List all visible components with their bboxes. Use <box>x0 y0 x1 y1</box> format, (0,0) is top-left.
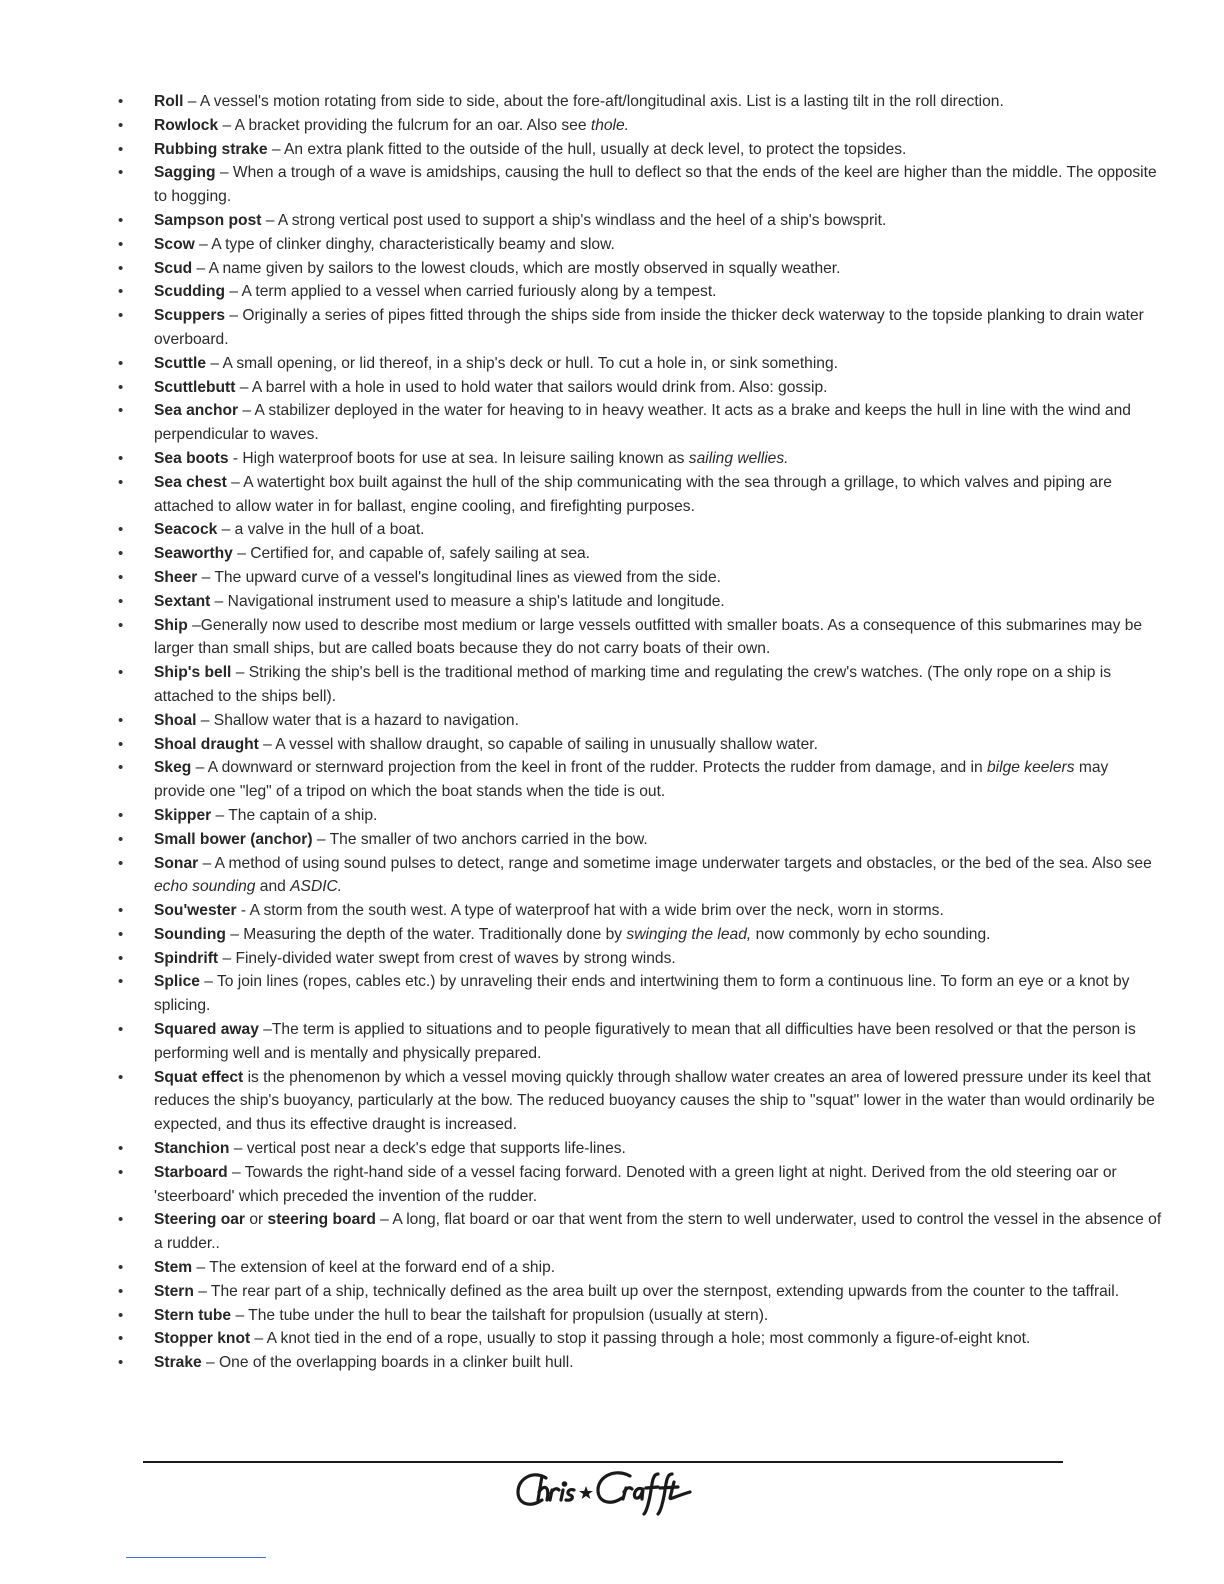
glossary-definition: – The upward curve of a vessel's longitudinal lines as viewed from the side. <box>197 568 721 586</box>
glossary-term: Sea anchor <box>154 402 239 420</box>
glossary-definition: – A vessel's motion rotating from side to side, about the fore-aft/longitudinal axis. List is a lasting tilt in the roll direction. <box>183 93 1004 110</box>
glossary-definition: – Certified for, and capable of, safely sailing at sea. <box>232 545 591 563</box>
glossary-definition: –Generally now used to describe most medium or large vessels outfitted with smaller boats. As a consequence of this submarines may be larger than small ships, but are called boats because they do not carry boats of their own. <box>154 616 1143 658</box>
glossary-definition: – Striking the ship's bell is the traditional method of marking time and regulating the crew's watches. (The only rope on a ship is attached to the ships bell). <box>154 664 1112 705</box>
glossary-definition: – A small opening, or lid thereof, in a ship's deck or hull. To cut a hole in, or sink something. <box>206 354 838 372</box>
glossary-item <box>118 280 1163 304</box>
glossary-term: Sagging <box>154 164 216 182</box>
glossary-item <box>118 447 1163 471</box>
glossary-definition: – vertical post near a deck's edge that supports life-lines. <box>229 1140 626 1158</box>
glossary-definition: – The extension of keel at the forward end of a ship. <box>192 1259 556 1277</box>
glossary-definition: – Finely-divided water swept from crest of waves by strong winds. <box>218 949 676 967</box>
glossary-term: Shoal <box>154 711 197 729</box>
glossary-definition: – a valve in the hull of a boat. <box>217 521 425 539</box>
glossary-item <box>118 209 1163 233</box>
glossary-term: Scud <box>154 259 193 277</box>
glossary-term: Squared away <box>154 1021 259 1039</box>
glossary-item <box>118 566 1163 590</box>
glossary-item <box>118 947 1163 971</box>
glossary-term: Shoal draught <box>154 735 259 753</box>
glossary-definition: – A strong vertical post used to support a ship's windlass and the heel of a ship's bowsprit. <box>261 211 887 229</box>
glossary-term: Seacock <box>154 521 218 539</box>
glossary-term: Ship's bell <box>154 664 232 682</box>
glossary-item <box>118 518 1163 542</box>
glossary-definition: - High waterproof boots for use at sea. In leisure sailing known as <box>228 449 689 467</box>
glossary-definition: – A stabilizer deployed in the water for heaving to in heavy weather. It acts as a brake and keeps the hull in line with the wind and perpendicular to waves. <box>154 402 1131 444</box>
glossary-term: Skipper <box>154 806 212 824</box>
glossary-term: Stern <box>154 1282 194 1300</box>
underline-mark <box>126 1557 266 1558</box>
glossary-term: Stanchion <box>154 1140 230 1158</box>
glossary-italic-ref: sailing wellies. <box>688 449 789 467</box>
glossary-term: Spindrift <box>154 949 219 967</box>
glossary-definition: – A knot tied in the end of a rope, usually to stop it passing through a hole; most commonly a figure-of-eight knot. <box>250 1330 1031 1348</box>
glossary-term: Rubbing strake <box>154 140 268 158</box>
glossary-item <box>118 1304 1163 1328</box>
glossary-definition: – One of the overlapping boards in a clinker built hull. <box>201 1354 574 1372</box>
glossary-italic-ref: swinging the lead, <box>626 925 752 943</box>
glossary-item <box>118 90 1163 114</box>
glossary-definition: – Originally a series of pipes fitted through the ships side from inside the thicker deck waterway to the topside planking to drain water overboard. <box>154 307 1144 348</box>
glossary-term: Stern tube <box>154 1306 232 1324</box>
glossary-item <box>118 1137 1163 1161</box>
glossary-definition: – Shallow water that is a hazard to navigation. <box>196 711 519 729</box>
glossary-item <box>118 804 1163 828</box>
glossary-item <box>118 899 1163 923</box>
glossary-definition: – A method of using sound pulses to detect, range and sometime image underwater targets and obstacles, or the bed of the sea. Also see <box>198 854 1152 872</box>
glossary-definition: may provide one "leg" of a tripod on which the boat stands when the tide is out. <box>154 759 1109 801</box>
glossary-item <box>118 114 1163 138</box>
glossary-list <box>118 90 1163 1375</box>
glossary-term: Splice <box>154 973 200 991</box>
glossary-definition: now commonly by echo sounding. <box>751 925 991 943</box>
glossary-item <box>118 304 1163 352</box>
glossary-term: Small bower (anchor) <box>154 830 313 848</box>
glossary-item <box>118 970 1163 1018</box>
glossary-term: Ship <box>154 616 188 634</box>
glossary-definition: – An extra plank fitted to the outside of the hull, usually at deck level, to protect the topsides. <box>267 140 907 158</box>
glossary-definition: –The term is applied to situations and to people figuratively to mean that all difficulties have been resolved or that the person is performing well and is mentally and physically prepared. <box>154 1021 1136 1062</box>
glossary-item <box>118 923 1163 947</box>
glossary-definition: – A term applied to a vessel when carried furiously along by a tempest. <box>225 283 717 301</box>
glossary-term: Scuttlebutt <box>154 378 236 396</box>
glossary-term: Roll <box>154 93 184 110</box>
glossary-term: Steering oar <box>154 1211 245 1229</box>
glossary-term: steering board <box>267 1211 376 1229</box>
glossary-item <box>118 1280 1163 1304</box>
glossary-definition: – A bracket providing the fulcrum for an oar. Also see <box>218 116 591 134</box>
glossary-italic-ref: thole. <box>590 116 630 134</box>
glossary-item <box>118 233 1163 257</box>
glossary-definition: is the phenomenon by which a vessel moving quickly through shallow water creates an area of lowered pressure under its keel that reduces the ship's buoyancy, particularly at the bow. The reduced buoyancy causes the ship to "squat" lower in the water than would ordinarily be expected, and thus its effective draught is increased. <box>154 1068 1155 1134</box>
glossary-item <box>118 257 1163 281</box>
glossary-term: Stopper knot <box>154 1330 251 1348</box>
glossary-item <box>118 352 1163 376</box>
glossary-item <box>118 614 1163 662</box>
glossary-item <box>118 471 1163 519</box>
glossary-definition: – The smaller of two anchors carried in the bow. <box>312 830 648 848</box>
glossary-definition: – A name given by sailors to the lowest clouds, which are mostly observed in squally weather. <box>192 259 841 277</box>
glossary-term: Stem <box>154 1259 193 1277</box>
glossary-definition: – The rear part of a ship, technically defined as the area built up over the sternpost, extending upwards from the counter to the taffrail. <box>193 1282 1120 1300</box>
glossary-term: Sou'wester <box>154 902 237 920</box>
glossary-term: Sea chest <box>154 473 227 491</box>
glossary-term: Sounding <box>154 925 226 943</box>
glossary-item <box>118 1327 1163 1351</box>
glossary-item <box>118 590 1163 614</box>
glossary-term: Scuppers <box>154 307 226 325</box>
glossary-italic-ref: echo sounding <box>154 878 256 896</box>
glossary-item <box>118 828 1163 852</box>
glossary-item <box>118 542 1163 566</box>
glossary-item <box>118 1256 1163 1280</box>
glossary-term: Sampson post <box>154 211 262 229</box>
chris-craft-logo <box>512 1466 702 1518</box>
glossary-item <box>118 138 1163 162</box>
glossary-definition: – A watertight box built against the hull of the ship communicating with the sea through a grillage, to which valves and piping are attached to allow water in for ballast, engine cooling, and firefighting purposes. <box>154 473 1112 515</box>
glossary-item <box>118 756 1163 804</box>
glossary-definition: - A storm from the south west. A type of waterproof hat with a wide brim over the neck, worn in storms. <box>236 902 944 920</box>
glossary-term: Squat effect <box>154 1068 244 1086</box>
glossary-item <box>118 399 1163 447</box>
glossary-item <box>118 161 1163 209</box>
glossary-definition: – When a trough of a wave is amidships, causing the hull to deflect so that the ends of the keel are higher than the middle. The opposite to hogging. <box>154 164 1157 206</box>
glossary-item <box>118 852 1163 900</box>
glossary-definition: – Navigational instrument used to measure a ship's latitude and longitude. <box>210 592 725 610</box>
glossary-definition: or <box>245 1211 268 1229</box>
glossary-italic-ref: bilge keelers <box>987 759 1075 777</box>
glossary-definition: – A vessel with shallow draught, so capable of sailing in unusually shallow water. <box>258 735 818 753</box>
glossary-item <box>118 709 1163 733</box>
glossary-term: Seaworthy <box>154 545 233 563</box>
glossary-item <box>118 1018 1163 1066</box>
glossary-item <box>118 733 1163 757</box>
glossary-term: Rowlock <box>154 116 219 134</box>
glossary-item <box>118 1161 1163 1209</box>
glossary-italic-ref: ASDIC. <box>290 878 343 896</box>
glossary-term: Scuttle <box>154 354 206 372</box>
glossary-term: Scow <box>154 235 195 253</box>
glossary-term: Sonar <box>154 854 199 872</box>
glossary-term: Scudding <box>154 283 226 301</box>
glossary-term: Sextant <box>154 592 211 610</box>
glossary-definition: – A barrel with a hole in used to hold water that sailors would drink from. Also: gossip. <box>235 378 828 396</box>
glossary-term: Skeg <box>154 759 192 777</box>
glossary-definition: – The tube under the hull to bear the tailshaft for propulsion (usually at stern). <box>231 1306 769 1324</box>
footer-divider <box>143 1461 1063 1463</box>
glossary-definition: – A downward or sternward projection from the keel in front of the rudder. Protects the rudder from damage, and in <box>191 759 987 777</box>
glossary-item <box>118 1208 1163 1256</box>
glossary-term: Starboard <box>154 1163 228 1181</box>
glossary-definition: – The captain of a ship. <box>211 806 378 824</box>
glossary-term: Strake <box>154 1354 202 1372</box>
glossary-definition: – A long, flat board or oar that went from the stern to well underwater, used to control the vessel in the absence of a rudder.. <box>154 1211 1162 1253</box>
glossary-item <box>118 1351 1163 1375</box>
glossary-item <box>118 1066 1163 1137</box>
glossary-definition: – A type of clinker dinghy, characteristically beamy and slow. <box>194 235 615 253</box>
glossary-definition: – To join lines (ropes, cables etc.) by unraveling their ends and intertwining them to form a continuous line. To form an eye or a knot by splicing. <box>154 973 1130 1015</box>
glossary-term: Sheer <box>154 568 198 586</box>
glossary-definition: and <box>255 878 291 896</box>
glossary-item <box>118 661 1163 709</box>
glossary-item <box>118 376 1163 400</box>
glossary-definition: – Measuring the depth of the water. Traditionally done by <box>225 925 627 943</box>
glossary-term: Sea boots <box>154 449 229 467</box>
glossary-definition: – Towards the right-hand side of a vessel facing forward. Denoted with a green light at night. Derived from the old steering oar or 'steerboard' which preceded the invention of the rudder. <box>154 1163 1117 1205</box>
